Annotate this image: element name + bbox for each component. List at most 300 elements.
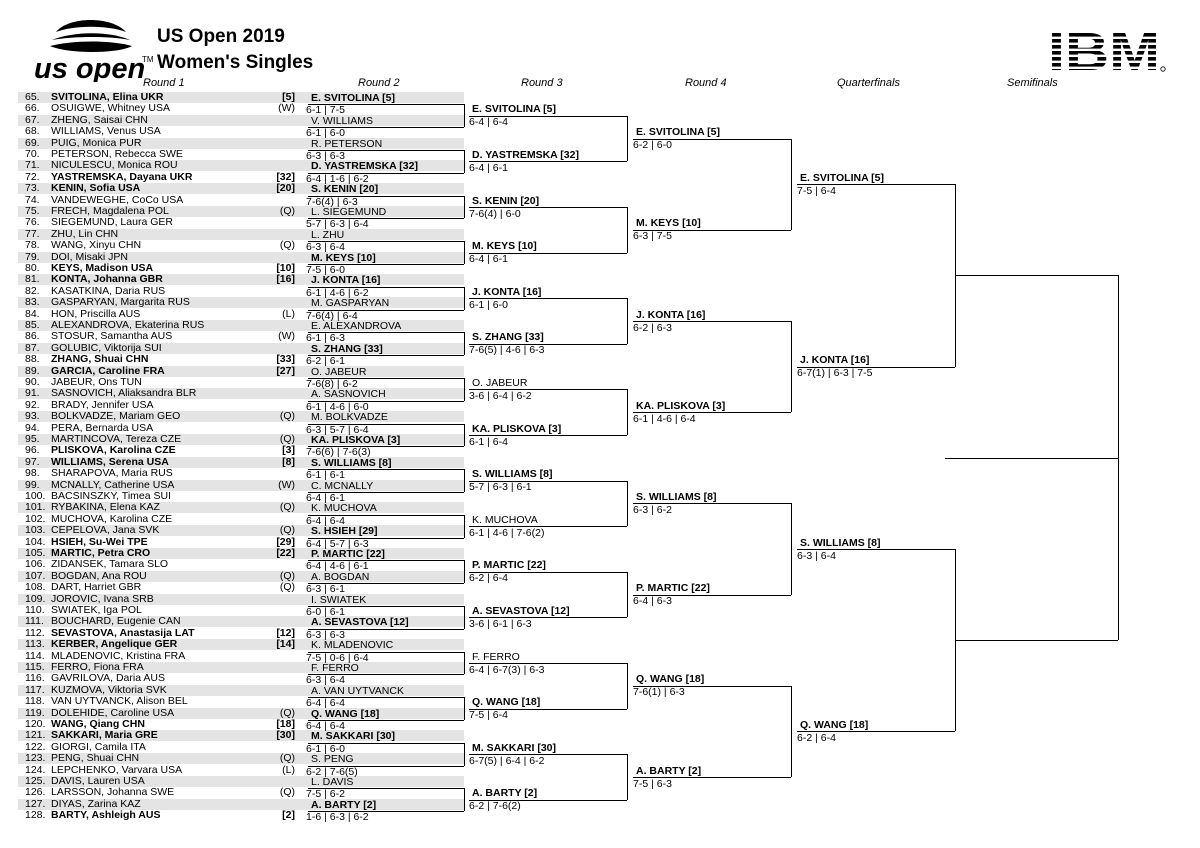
round2-winner: S. HSIEH [29] bbox=[308, 526, 464, 538]
round3-score: 6-4 | 6-1 bbox=[469, 161, 508, 174]
draw-position: 128. bbox=[25, 809, 46, 822]
svg-text:TM: TM bbox=[142, 55, 154, 64]
round2-connector bbox=[464, 150, 465, 173]
round2-score: 6-4 | 6-1 bbox=[306, 492, 345, 504]
draw-position: 108. bbox=[25, 581, 46, 594]
player-name: PENG, Shuai CHN bbox=[51, 752, 140, 765]
player-name: DOI, Misaki JPN bbox=[51, 250, 129, 263]
player-name: GASPARYAN, Margarita RUS bbox=[51, 296, 190, 309]
round2-winner: R. PETERSON bbox=[308, 139, 464, 151]
round3-score: 7-6(5) | 4-6 | 6-3 bbox=[469, 344, 545, 357]
seed-label: (Q) bbox=[279, 205, 295, 217]
round2-score: 6-1 | 4-6 | 6-0 bbox=[306, 400, 369, 413]
draw-position: 70. bbox=[25, 148, 40, 160]
round4-connector bbox=[791, 503, 792, 594]
round2-score: 6-3 | 6-4 bbox=[306, 674, 345, 687]
round2-winner: Q. WANG [18] bbox=[308, 709, 464, 721]
draw-position: 126. bbox=[25, 786, 46, 799]
player-name: ZHANG, Shuai CHN bbox=[51, 353, 149, 366]
round2-connector bbox=[464, 287, 465, 310]
player-name: SWIATEK, Iga POL bbox=[51, 604, 142, 616]
seed-label: [32] bbox=[276, 170, 295, 183]
player-name: KERBER, Angelique GER bbox=[51, 638, 178, 651]
round2-score: 7-6(8) | 6-2 bbox=[306, 378, 358, 390]
round2-winner: E. ALEXANDROVA bbox=[308, 321, 464, 333]
round3-winner: S. WILLIAMS [8] bbox=[469, 469, 627, 481]
player-name: CEPELOVA, Jana SVK bbox=[51, 524, 160, 537]
round-header-4: Round 4 bbox=[685, 77, 727, 89]
round2-connector bbox=[464, 196, 465, 219]
player-name: SEVASTOVA, Anastasija LAT bbox=[51, 626, 195, 639]
round2-connector bbox=[464, 743, 465, 766]
draw-position: 67. bbox=[25, 113, 40, 126]
round2-score: 6-3 | 6-3 bbox=[306, 150, 345, 162]
round2-winner: L. DAVIS bbox=[308, 777, 464, 789]
round3-winner: S. ZHANG [33] bbox=[469, 332, 627, 344]
player-name: GOLUBIC, Viktorija SUI bbox=[51, 341, 162, 354]
round2-winner: J. KONTA [16] bbox=[308, 275, 464, 287]
player-name: JABEUR, Ons TUN bbox=[51, 376, 142, 388]
draw-position: 112. bbox=[25, 626, 45, 639]
round4-score: 6-2 | 6-0 bbox=[633, 139, 672, 152]
draw-position: 110. bbox=[25, 604, 45, 616]
seed-label: (Q) bbox=[279, 569, 295, 582]
seed-label: (Q) bbox=[279, 501, 295, 514]
event-title: US Open 2019 bbox=[157, 26, 285, 47]
player-name: BOLKVADZE, Mariam GEO bbox=[51, 410, 181, 423]
draw-position: 80. bbox=[25, 262, 40, 274]
player-name: RYBAKINA, Elena KAZ bbox=[51, 501, 160, 514]
round2-score: 6-3 | 6-3 bbox=[306, 628, 345, 641]
player-name: PETERSON, Rebecca SWE bbox=[51, 148, 183, 160]
seed-label: (Q) bbox=[279, 581, 295, 594]
seed-label: (Q) bbox=[279, 786, 295, 799]
seed-label: (Q) bbox=[279, 752, 295, 765]
round2-connector bbox=[464, 241, 465, 264]
player-name: MCNALLY, Catherine USA bbox=[51, 478, 175, 491]
round2-winner: L. ZHU bbox=[308, 230, 464, 242]
draw-position: 69. bbox=[25, 136, 40, 149]
draw-position: 65. bbox=[25, 91, 40, 103]
round3-score: 5-7 | 6-3 | 6-1 bbox=[469, 481, 532, 494]
round4-winner: P. MARTIC [22] bbox=[633, 583, 791, 595]
seed-label: [2] bbox=[282, 809, 295, 822]
round3-score: 6-1 | 6-0 bbox=[469, 298, 508, 311]
seed-label: (Q) bbox=[279, 706, 295, 719]
round2-winner: S. PENG bbox=[308, 754, 464, 766]
player-name: ZIDANSEK, Tamara SLO bbox=[51, 558, 169, 571]
round3-winner: KA. PLISKOVA [3] bbox=[469, 424, 627, 436]
semifinal-connector bbox=[1118, 275, 1119, 640]
draw-position: 83. bbox=[25, 296, 40, 309]
round2-score: 6-3 | 6-1 bbox=[306, 583, 345, 596]
player-name: HSIEH, Su-Wei TPE bbox=[51, 535, 148, 548]
draw-position: 87. bbox=[25, 341, 40, 354]
player-name: MARTINCOVA, Tereza CZE bbox=[51, 433, 182, 445]
draw-position: 121. bbox=[25, 729, 46, 742]
seed-label: (L) bbox=[282, 307, 295, 320]
seed-label: [14] bbox=[276, 638, 295, 651]
player-name: WANG, Xinyu CHN bbox=[51, 239, 142, 252]
round2-score: 6-2 | 6-1 bbox=[306, 355, 345, 368]
round2-connector bbox=[464, 469, 465, 492]
round2-connector bbox=[464, 560, 465, 583]
draw-position: 92. bbox=[25, 398, 40, 411]
round2-connector bbox=[464, 515, 465, 538]
player-name: ZHU, Lin CHN bbox=[51, 227, 119, 240]
round3-winner: M. KEYS [10] bbox=[469, 241, 627, 253]
quarterfinal-score: 6-7(1) | 6-3 | 7-5 bbox=[797, 367, 873, 380]
round2-winner: A. VAN UYTVANCK bbox=[308, 686, 464, 698]
draw-position: 77. bbox=[25, 227, 40, 240]
player-name: KEYS, Madison USA bbox=[51, 262, 154, 274]
round3-winner: Q. WANG [18] bbox=[469, 697, 627, 709]
draw-position: 124. bbox=[25, 763, 46, 776]
player-name: JOROVIC, Ivana SRB bbox=[51, 592, 154, 605]
draw-position: 68. bbox=[25, 125, 40, 138]
round4-winner: S. WILLIAMS [8] bbox=[633, 492, 791, 504]
round2-connector bbox=[464, 652, 465, 675]
round4-score: 7-6(1) | 6-3 bbox=[633, 686, 685, 699]
round3-winner: K. MUCHOVA bbox=[469, 515, 627, 527]
draw-position: 79. bbox=[25, 250, 40, 263]
draw-position: 122. bbox=[25, 740, 46, 753]
semifinal-slot-line bbox=[956, 640, 1118, 641]
player-name: BARTY, Ashleigh AUS bbox=[51, 809, 161, 822]
round2-score: 7-5 | 6-2 bbox=[306, 788, 345, 801]
round2-score: 7-5 | 6-0 bbox=[306, 264, 345, 276]
player-name: DOLEHIDE, Caroline USA bbox=[51, 706, 175, 719]
draw-position: 125. bbox=[25, 775, 46, 787]
semifinal-slot-line bbox=[956, 275, 1118, 276]
round2-winner: M. GASPARYAN bbox=[308, 298, 464, 310]
player-name: ALEXANDROVA, Ekaterina RUS bbox=[51, 319, 205, 331]
round4-winner: A. BARTY [2] bbox=[633, 766, 791, 778]
round2-score: 6-1 | 6-3 bbox=[306, 332, 345, 345]
round2-score: 1-6 | 6-3 | 6-2 bbox=[306, 811, 369, 824]
seed-label: (Q) bbox=[279, 239, 295, 252]
round3-score: 6-1 | 4-6 | 7-6(2) bbox=[469, 526, 545, 539]
draw-position: 73. bbox=[25, 182, 40, 195]
round4-score: 7-5 | 6-3 bbox=[633, 777, 672, 790]
draw-position: 76. bbox=[25, 216, 40, 229]
round2-score: 7-6(6) | 7-6(3) bbox=[306, 446, 371, 459]
draw-position: 114. bbox=[25, 649, 45, 662]
quarterfinal-winner: E. SVITOLINA [5] bbox=[797, 173, 955, 185]
player-name: YASTREMSKA, Dayana UKR bbox=[51, 170, 193, 183]
round2-winner: M. SAKKARI [30] bbox=[308, 731, 464, 743]
svg-text:IBM: IBM bbox=[1048, 27, 1160, 73]
draw-position: 119. bbox=[25, 706, 45, 719]
player-name: KENIN, Sofia USA bbox=[51, 182, 141, 195]
svg-text:us open: us open bbox=[34, 53, 146, 82]
player-name: DAVIS, Lauren USA bbox=[51, 775, 145, 787]
round3-winner: S. KENIN [20] bbox=[469, 196, 627, 208]
quarterfinal-score: 7-5 | 6-4 bbox=[797, 184, 836, 197]
draw-position: 120. bbox=[25, 718, 46, 730]
draw-position: 66. bbox=[25, 102, 40, 115]
round2-winner: A. BOGDAN bbox=[308, 572, 464, 584]
round2-score: 6-4 | 6-4 bbox=[306, 720, 345, 732]
round4-score: 6-3 | 7-5 bbox=[633, 230, 672, 243]
round3-connector bbox=[627, 754, 628, 800]
player-name: VAN UYTVANCK, Alison BEL bbox=[51, 695, 188, 708]
player-name: BOUCHARD, Eugenie CAN bbox=[51, 615, 181, 628]
draw-position: 109. bbox=[25, 592, 46, 605]
round3-winner: D. YASTREMSKA [32] bbox=[469, 150, 627, 162]
round3-score: 6-4 | 6-1 bbox=[469, 253, 508, 266]
player-name: KUZMOVA, Viktoria SVK bbox=[51, 683, 167, 696]
round2-winner: E. SVITOLINA [5] bbox=[308, 93, 464, 105]
round2-winner: M. BOLKVADZE bbox=[308, 412, 464, 424]
draw-position: 81. bbox=[25, 273, 40, 286]
player-name: PLISKOVA, Karolina CZE bbox=[51, 444, 176, 457]
player-name: MLADENOVIC, Kristina FRA bbox=[51, 649, 186, 662]
draw-position: 98. bbox=[25, 467, 40, 480]
player-name: VANDEWEGHE, CoCo USA bbox=[51, 193, 184, 206]
player-name: KONTA, Johanna GBR bbox=[51, 273, 163, 286]
round2-score: 6-1 | 6-0 bbox=[306, 127, 345, 140]
player-name: SASNOVICH, Aliaksandra BLR bbox=[51, 387, 197, 400]
quarterfinal-score: 6-2 | 6-4 bbox=[797, 731, 836, 744]
seed-label: [3] bbox=[282, 444, 295, 457]
round2-connector bbox=[464, 606, 465, 629]
seed-label: [10] bbox=[276, 262, 295, 274]
round2-winner: S. ZHANG [33] bbox=[308, 344, 464, 356]
player-name: BRADY, Jennifer USA bbox=[51, 398, 154, 411]
seed-label: [29] bbox=[276, 535, 295, 548]
round4-score: 6-4 | 6-3 bbox=[633, 595, 672, 608]
round4-connector bbox=[791, 686, 792, 777]
round2-winner: K. MUCHOVA bbox=[308, 503, 464, 515]
draw-position: 71. bbox=[25, 159, 40, 172]
draw-position: 105. bbox=[25, 547, 46, 559]
draw-position: 113. bbox=[25, 638, 45, 651]
draw-position: 103. bbox=[25, 524, 46, 537]
round2-score: 6-4 | 5-7 | 6-3 bbox=[306, 537, 369, 550]
round2-score: 6-1 | 7-5 bbox=[306, 104, 345, 117]
draw-position: 91. bbox=[25, 387, 40, 400]
draw-position: 74. bbox=[25, 193, 40, 206]
quarterfinal-score: 6-3 | 6-4 bbox=[797, 549, 836, 562]
round2-score: 6-1 | 4-6 | 6-2 bbox=[306, 286, 369, 299]
round2-winner: C. MCNALLY bbox=[308, 481, 464, 493]
draw-position: 75. bbox=[25, 205, 40, 217]
round3-winner: A. SEVASTOVA [12] bbox=[469, 606, 627, 618]
player-name: BOGDAN, Ana ROU bbox=[51, 569, 147, 582]
round3-winner: F. FERRO bbox=[469, 652, 627, 664]
round2-connector bbox=[464, 424, 465, 447]
draw-position: 116. bbox=[25, 672, 45, 685]
player-name: GIORGI, Camila ITA bbox=[51, 740, 146, 753]
round4-winner: M. KEYS [10] bbox=[633, 218, 791, 230]
draw-position: 104. bbox=[25, 535, 46, 548]
player-name: WILLIAMS, Venus USA bbox=[51, 125, 161, 138]
round3-score: 6-4 | 6-4 bbox=[469, 116, 508, 129]
round2-score: 6-4 | 6-4 bbox=[306, 697, 345, 710]
player-name: STOSUR, Samantha AUS bbox=[51, 330, 173, 343]
round2-winner: A. SASNOVICH bbox=[308, 389, 464, 401]
player-name: ZHENG, Saisai CHN bbox=[51, 113, 148, 126]
round3-connector bbox=[627, 116, 628, 162]
draw-position: 84. bbox=[25, 307, 40, 320]
round-header-quarterfinals: Quarterfinals bbox=[837, 77, 900, 89]
seed-label: (W) bbox=[278, 102, 295, 115]
round3-score: 6-2 | 7-6(2) bbox=[469, 800, 521, 813]
round3-score: 7-5 | 6-4 bbox=[469, 709, 508, 722]
round4-score: 6-1 | 4-6 | 6-4 bbox=[633, 412, 696, 425]
seed-label: [5] bbox=[282, 91, 295, 103]
seed-label: (L) bbox=[282, 763, 295, 776]
draw-position: 99. bbox=[25, 478, 40, 491]
round2-connector bbox=[464, 697, 465, 720]
round2-connector bbox=[464, 378, 465, 401]
round4-winner: J. KONTA [16] bbox=[633, 310, 791, 322]
round-header-1: Round 1 bbox=[143, 77, 185, 89]
player-name: BACSINSZKY, Timea SUI bbox=[51, 490, 172, 502]
round3-score: 6-7(5) | 6-4 | 6-2 bbox=[469, 754, 545, 767]
round2-winner: KA. PLISKOVA [3] bbox=[308, 435, 464, 447]
round2-score: 6-2 | 7-6(5) bbox=[306, 765, 358, 778]
player-name: MARTIC, Petra CRO bbox=[51, 547, 151, 559]
round3-connector bbox=[627, 481, 628, 527]
player-name: WILLIAMS, Serena USA bbox=[51, 455, 169, 468]
round2-winner: L. SIEGEMUND bbox=[308, 207, 464, 219]
round4-winner: Q. WANG [18] bbox=[633, 674, 791, 686]
draw-position: 111. bbox=[25, 615, 44, 628]
round2-score: 7-6(4) | 6-4 bbox=[306, 309, 358, 322]
round3-connector bbox=[627, 389, 628, 435]
round3-score: 7-6(4) | 6-0 bbox=[469, 207, 521, 220]
draw-position: 123. bbox=[25, 752, 46, 765]
player-name: SHARAPOVA, Maria RUS bbox=[51, 467, 173, 480]
player-name: GAVRILOVA, Daria AUS bbox=[51, 672, 165, 685]
draw-position: 72. bbox=[25, 170, 40, 183]
player-name: DART, Harriet GBR bbox=[51, 581, 142, 594]
draw-position: 88. bbox=[25, 353, 40, 366]
player-name: GARCIA, Caroline FRA bbox=[51, 364, 165, 377]
seed-label: [22] bbox=[276, 547, 295, 559]
round4-connector bbox=[791, 139, 792, 230]
round3-winner: M. SAKKARI [30] bbox=[469, 743, 627, 755]
round2-score: 6-3 | 6-4 bbox=[306, 241, 345, 254]
round2-winner: D. YASTREMSKA [32] bbox=[308, 161, 464, 173]
event-subtitle: Women's Singles bbox=[157, 52, 314, 73]
round4-winner: E. SVITOLINA [5] bbox=[633, 127, 791, 139]
seed-label: (Q) bbox=[279, 433, 295, 445]
round2-winner: S. KENIN [20] bbox=[308, 184, 464, 196]
quarterfinal-winner: Q. WANG [18] bbox=[797, 720, 955, 732]
round3-score: 6-1 | 6-4 bbox=[469, 435, 508, 448]
player-name: FRECH, Magdalena POL bbox=[51, 205, 169, 217]
round3-winner: O. JABEUR bbox=[469, 378, 627, 390]
player-name: OSUIGWE, Whitney USA bbox=[51, 102, 171, 115]
round2-winner: M. KEYS [10] bbox=[308, 253, 464, 265]
seed-label: (W) bbox=[278, 330, 295, 343]
player-name: HON, Priscilla AUS bbox=[51, 307, 141, 320]
draw-position: 86. bbox=[25, 330, 40, 343]
round2-score: 6-4 | 1-6 | 6-2 bbox=[306, 172, 369, 185]
seed-label: (Q) bbox=[279, 524, 295, 537]
round3-winner: P. MARTIC [22] bbox=[469, 560, 627, 572]
round2-score: 6-1 | 6-1 bbox=[306, 469, 345, 482]
player-name: SIEGEMUND, Laura GER bbox=[51, 216, 173, 229]
round4-score: 6-3 | 6-2 bbox=[633, 503, 672, 516]
seed-label: [16] bbox=[276, 273, 295, 286]
seed-label: [18] bbox=[276, 718, 295, 730]
round2-score: 6-4 | 4-6 | 6-1 bbox=[306, 560, 369, 573]
round2-winner: I. SWIATEK bbox=[308, 595, 464, 607]
round-header-3: Round 3 bbox=[521, 77, 563, 89]
final-slot-line bbox=[945, 458, 1118, 459]
round2-connector bbox=[464, 788, 465, 811]
draw-position: 85. bbox=[25, 319, 40, 331]
round2-score: 6-4 | 6-4 bbox=[306, 514, 345, 527]
seed-label: (W) bbox=[278, 478, 295, 491]
player-name: PERA, Bernarda USA bbox=[51, 421, 154, 434]
round2-winner: V. WILLIAMS bbox=[308, 116, 464, 128]
player-name: FERRO, Fiona FRA bbox=[51, 661, 144, 673]
round3-connector bbox=[627, 572, 628, 618]
draw-position: 89. bbox=[25, 364, 40, 377]
seed-label: [30] bbox=[276, 729, 295, 742]
round2-score: 6-1 | 6-0 bbox=[306, 742, 345, 755]
round3-score: 6-2 | 6-4 bbox=[469, 572, 508, 585]
round4-connector bbox=[791, 321, 792, 412]
draw-position: 90. bbox=[25, 376, 40, 388]
seed-label: [8] bbox=[282, 455, 295, 468]
round2-connector bbox=[464, 332, 465, 355]
player-name: SAKKARI, Maria GRE bbox=[51, 729, 158, 742]
round2-winner: F. FERRO bbox=[308, 663, 464, 675]
round4-score: 6-2 | 6-3 bbox=[633, 321, 672, 334]
player-name: NICULESCU, Monica ROU bbox=[51, 159, 178, 172]
player-name: SVITOLINA, Elina UKR bbox=[51, 91, 164, 103]
round4-winner: KA. PLISKOVA [3] bbox=[633, 401, 791, 413]
player-name: PUIG, Monica PUR bbox=[51, 136, 142, 149]
seed-label: [12] bbox=[276, 626, 295, 639]
draw-position: 93. bbox=[25, 410, 40, 423]
round3-connector bbox=[627, 207, 628, 253]
seed-label: [20] bbox=[276, 182, 295, 195]
player-name: WANG, Qiang CHN bbox=[51, 718, 145, 730]
draw-position: 102. bbox=[25, 512, 46, 525]
round2-winner: A. SEVASTOVA [12] bbox=[308, 617, 464, 629]
round3-score: 3-6 | 6-4 | 6-2 bbox=[469, 389, 532, 402]
round2-connector bbox=[464, 104, 465, 127]
draw-position: 101. bbox=[25, 501, 46, 514]
round2-winner: P. MARTIC [22] bbox=[308, 549, 464, 561]
round3-winner: A. BARTY [2] bbox=[469, 788, 627, 800]
draw-position: 117. bbox=[25, 683, 45, 696]
round-header-semifinals: Semifinals bbox=[1007, 77, 1058, 89]
draw-position: 100. bbox=[25, 490, 46, 502]
round3-connector bbox=[627, 663, 628, 709]
round3-connector bbox=[627, 298, 628, 344]
round2-winner: A. BARTY [2] bbox=[308, 800, 464, 812]
round3-winner: E. SVITOLINA [5] bbox=[469, 104, 627, 116]
quarterfinal-winner: S. WILLIAMS [8] bbox=[797, 538, 955, 550]
round2-score: 7-5 | 0-6 | 6-4 bbox=[306, 651, 369, 664]
seed-label: [27] bbox=[276, 364, 295, 377]
round2-score: 5-7 | 6-3 | 6-4 bbox=[306, 218, 369, 231]
quarterfinal-winner: J. KONTA [16] bbox=[797, 355, 955, 367]
draw-position: 106. bbox=[25, 558, 46, 571]
draw-position: 118. bbox=[25, 695, 45, 708]
draw-position: 127. bbox=[25, 797, 46, 810]
seed-label: (Q) bbox=[279, 410, 295, 423]
round2-winner: K. MLADENOVIC bbox=[308, 640, 464, 652]
